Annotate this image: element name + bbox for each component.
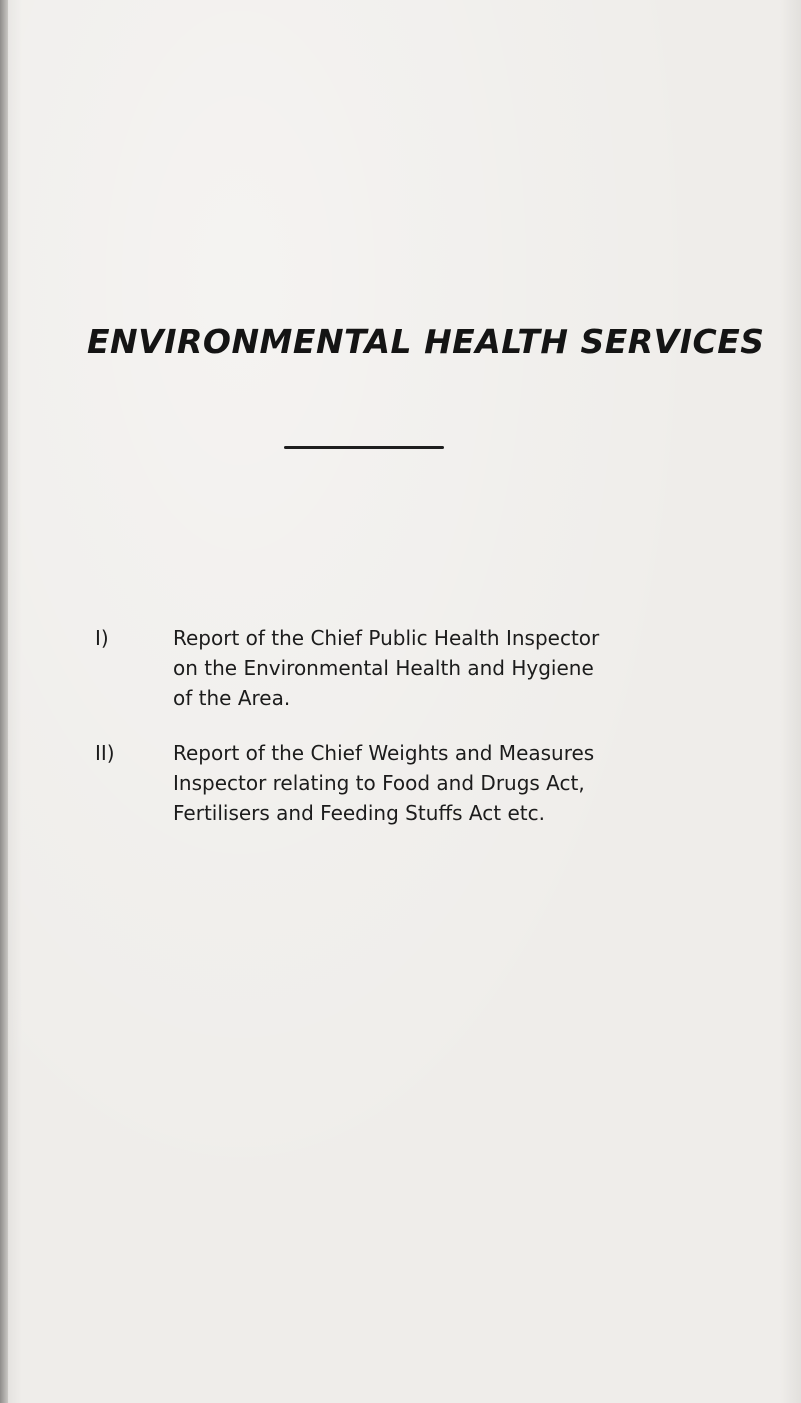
title-underline-divider [284, 446, 444, 449]
item-description [173, 623, 713, 713]
item-numeral: II) [95, 741, 115, 765]
item-numeral: I) [95, 626, 109, 650]
item-text-line: Report of the Chief Public Health Inspector [173, 626, 600, 650]
item-text-line: Report of the Chief Weights and Measures [173, 741, 595, 765]
item-text-line: of the Area. [173, 686, 291, 710]
page-title: ENVIRONMENTAL HEALTH SERVICES [87, 322, 765, 361]
page-binding-edge [0, 0, 8, 1403]
item-text-line: on the Environmental Health and Hygiene [173, 656, 594, 680]
item-text-line: Fertilisers and Feeding Stuffs Act etc. [173, 801, 545, 825]
item-text-line: Inspector relating to Food and Drugs Act, [173, 771, 585, 795]
item-description [173, 738, 713, 828]
